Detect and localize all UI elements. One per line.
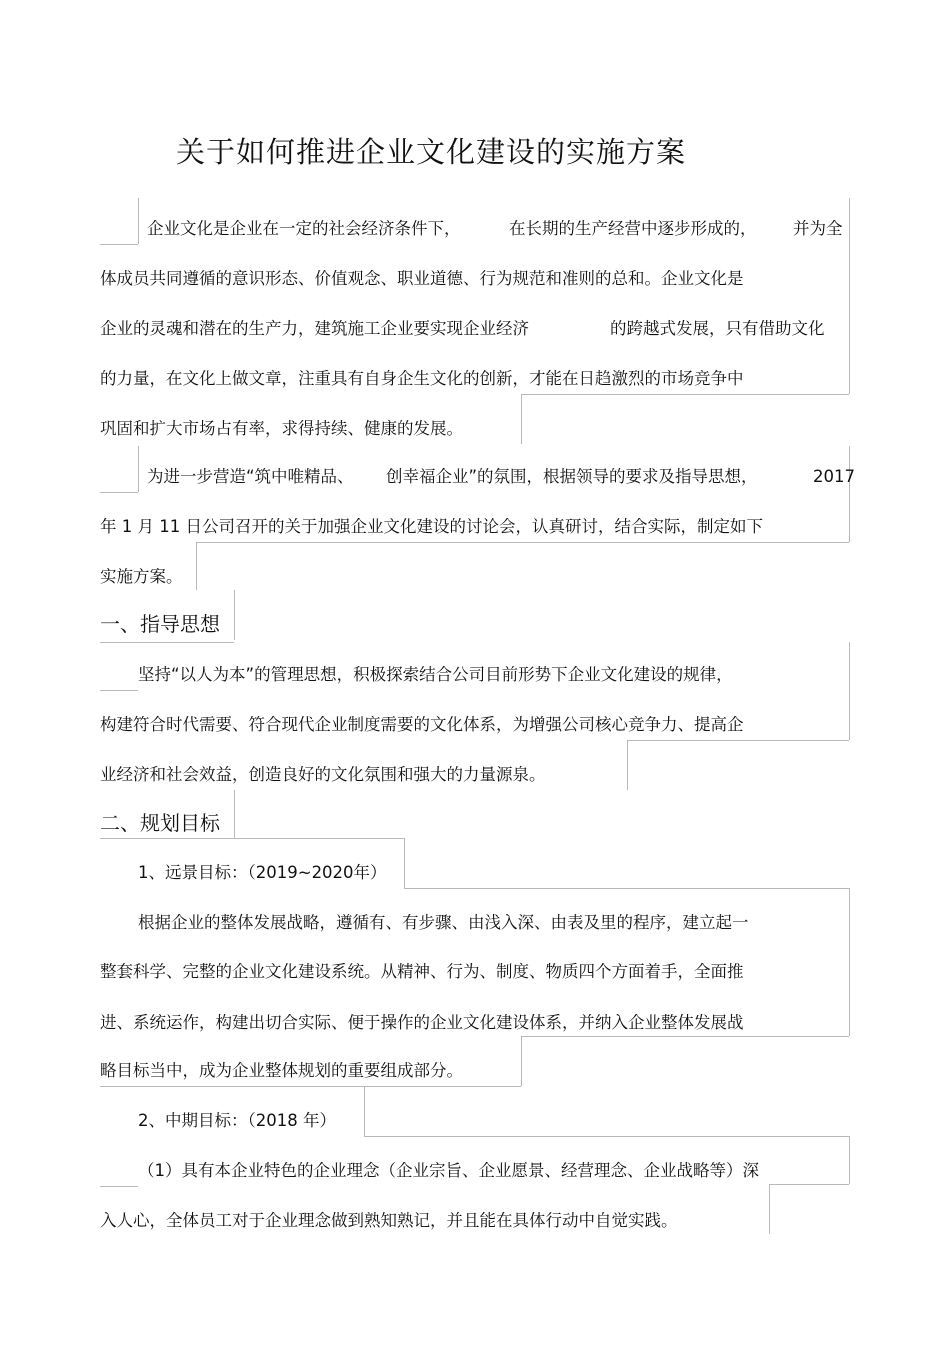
body-text-line: 并为全: [793, 219, 843, 238]
frame-line: [100, 642, 234, 643]
body-text-line: 创幸福企业”的氛围，根据领导的要求及指导思想，: [386, 467, 758, 486]
body-text-line: 企业文化是企业在一定的社会经济条件下，: [147, 219, 461, 238]
frame-line: [849, 198, 850, 394]
frame-line: [769, 1184, 849, 1185]
frame-line: [849, 446, 850, 542]
goal-label: 1、远景目标：（2019~2020年）: [138, 863, 387, 882]
body-text-line: 业经济和社会效益，创造良好的文化氛围和强大的力量源泉。: [100, 765, 546, 784]
body-text-line: 实施方案。: [100, 567, 183, 586]
body-text-line: 巩固和扩大市场占有率，求得持续、健康的发展。: [100, 419, 463, 438]
frame-line: [234, 590, 235, 640]
body-text-line: 根据企业的整体发展战略，遵循有、有步骤、由浅入深、由表及里的程序，建立起一: [138, 913, 749, 932]
frame-line: [627, 740, 628, 790]
frame-line: [100, 690, 138, 691]
page-title: 关于如何推进企业文化建设的实施方案: [176, 135, 687, 169]
body-text-line: 在长期的生产经营中逐步形成的，: [509, 219, 757, 238]
frame-line: [849, 1136, 850, 1184]
body-text-line: （1）具有本企业特色的企业理念（企业宗旨、企业愿景、经营理念、企业战略等）深: [138, 1161, 759, 1180]
body-text-line: 坚持“以人为本”的管理思想，积极探索结合公司目前形势下企业文化建设的规律，: [138, 665, 733, 684]
section-heading: 二、规划目标: [100, 811, 220, 835]
frame-line: [521, 1036, 522, 1086]
body-text-line: 略目标当中，成为企业整体规划的重要组成部分。: [100, 1061, 463, 1080]
frame-line: [849, 888, 850, 1036]
body-text-line: 进、系统运作，构建出切合实际、便于操作的企业文化建设体系，并纳入企业整体发展战: [100, 1013, 744, 1032]
frame-line: [521, 1036, 849, 1037]
body-text-line: 2017: [813, 467, 855, 486]
body-text-line: 企业的灵魂和潜在的生产力，建筑施工企业要实现企业经济: [100, 319, 529, 338]
frame-line: [138, 198, 139, 244]
body-text-line: 整套科学、完整的企业文化建设系统。从精神、行为、制度、物质四个方面着手，全面推: [100, 962, 744, 981]
body-text-line: 的跨越式发展，只有借助文化: [610, 319, 825, 338]
frame-line: [769, 1184, 770, 1234]
frame-line: [138, 446, 139, 492]
frame-line: [521, 394, 849, 395]
frame-line: [364, 1136, 849, 1137]
section-heading: 一、指导思想: [100, 612, 220, 636]
frame-line: [196, 542, 197, 590]
frame-line: [196, 542, 849, 543]
frame-line: [627, 740, 849, 741]
frame-line: [404, 838, 405, 888]
goal-label: 2、中期目标：（2018 年）: [138, 1111, 336, 1130]
body-text-line: 入人心，全体员工对于企业理念做到熟知熟记，并且能在具体行动中自觉实践。: [100, 1211, 678, 1230]
frame-line: [849, 642, 850, 740]
body-text-line: 体成员共同遵循的意识形态、价值观念、职业道德、行为规范和准则的总和。企业文化是: [100, 269, 744, 288]
frame-line: [100, 1086, 521, 1087]
frame-line: [100, 244, 138, 245]
body-text-line: 年 1 月 11 日公司召开的关于加强企业文化建设的讨论会，认真研讨，结合实际，制定如下: [100, 517, 763, 536]
frame-line: [100, 838, 404, 839]
body-text-line: 为进一步营造“筑中唯精品、: [147, 467, 354, 486]
frame-line: [100, 1186, 138, 1187]
frame-line: [404, 888, 849, 889]
frame-line: [100, 492, 138, 493]
frame-line: [234, 790, 235, 838]
frame-line: [521, 394, 522, 444]
body-text-line: 的力量，在文化上做文章，注重具有自身企生文化的创新，才能在日趋激烈的市场竞争中: [100, 369, 744, 388]
frame-line: [364, 1086, 365, 1136]
body-text-line: 构建符合时代需要、符合现代企业制度需要的文化体系，为增强公司核心竞争力、提高企: [100, 715, 744, 734]
